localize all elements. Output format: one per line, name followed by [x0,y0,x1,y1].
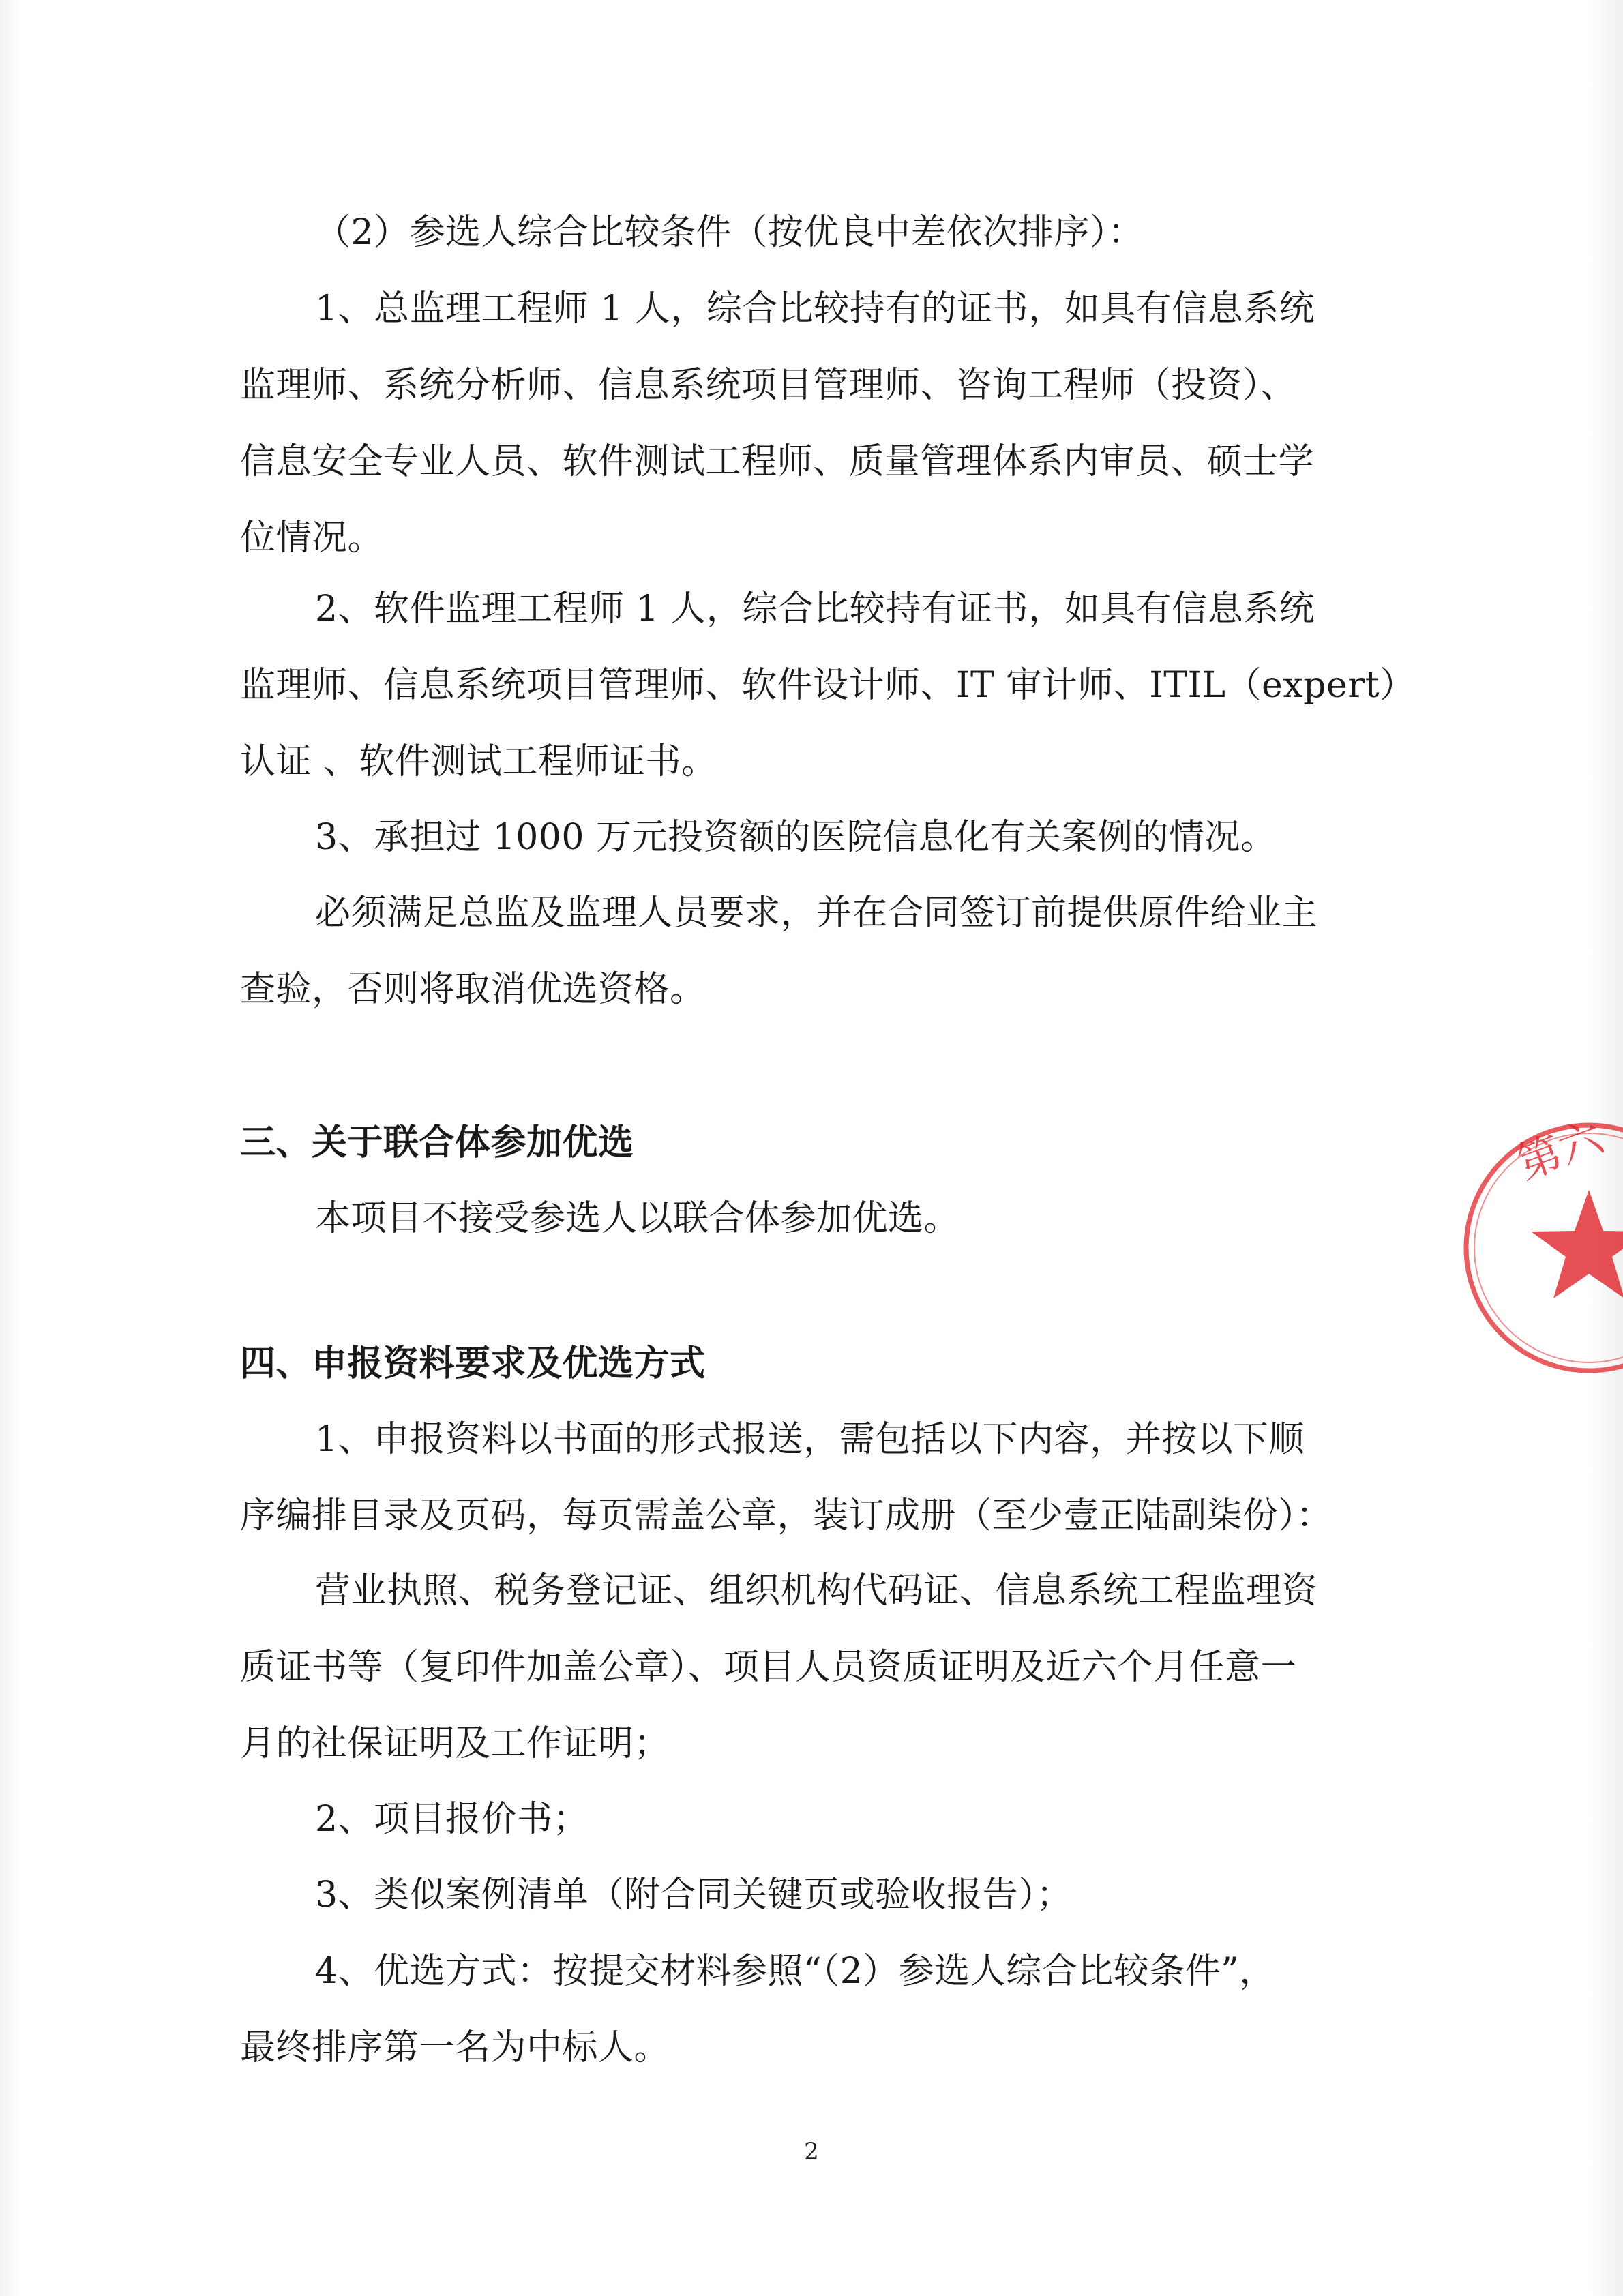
text-line: 3、类似案例清单（附合同关键页或验收报告）； [315,1875,1073,1915]
paragraph [240,271,1375,576]
text-line: 四、申报资料要求及优选方式 [240,1343,706,1384]
paragraph [240,1781,1375,1858]
text-line: 3、承担过 1000 万元投资额的医院信息化有关案例的情况。 [315,817,1277,858]
seal-star-icon [1531,1190,1623,1298]
paragraph [240,1933,1375,2086]
text-line: 2、项目报价书； [315,1799,589,1840]
text-line: （2）参选人综合比较条件（按优良中差依次排序）： [315,212,1144,253]
text-line: 序编排目录及页码，每页需盖公章，装订成册（至少壹正陆副柒份）： [240,1495,1332,1536]
red-seal-stamp [1446,1105,1623,1391]
page-number: 2 [804,2138,819,2165]
text-line: 营业执照、税务登记证、组织机构代码证、信息系统工程监理资 [315,1570,1318,1611]
paragraph [240,799,1375,876]
text-line: 认证 、软件测试工程师证书。 [240,741,717,782]
text-line: 月的社保证明及工作证明； [240,1723,670,1764]
text-line: 监理师、信息系统项目管理师、软件设计师、IT 审计师、ITIL（expert） [240,665,1416,706]
text-line: 质证书等（复印件加盖公章）、项目人员资质证明及近六个月任意一 [240,1647,1297,1688]
text-line: 1、申报资料以书面的形式报送，需包括以下内容，并按以下顺 [315,1419,1305,1460]
paragraph [240,194,1375,271]
text-line: 位情况。 [240,518,384,558]
paragraph [240,1553,1375,1782]
text-line: 本项目不接受参选人以联合体参加优选。 [315,1198,960,1239]
paragraph [240,875,1375,1028]
text-line: 三、关于联合体参加优选 [240,1122,634,1163]
paragraph [240,571,1416,800]
svg-text:第六: 第六 [1510,1112,1610,1190]
text-line: 查验，否则将取消优选资格。 [240,969,706,1010]
paragraph [240,1401,1375,1554]
paragraph [240,1857,1375,1933]
text-line: 最终排序第一名为中标人。 [240,2027,670,2068]
text-line: 1、总监理工程师 1 人，综合比较持有的证书，如具有信息系统 [315,288,1315,329]
text-line: 信息安全专业人员、软件测试工程师、质量管理体系内审员、硕士学 [240,441,1315,482]
section-heading [240,1326,1375,1402]
text-line: 监理师、系统分析师、信息系统项目管理师、咨询工程师（投资）、 [240,365,1297,406]
text-line: 4、优选方式：按提交材料参照“（2）参选人综合比较条件”， [315,1951,1275,1992]
section-heading [240,1105,1375,1181]
text-line: 必须满足总监及监理人员要求，并在合同签订前提供原件给业主 [315,893,1318,934]
text-line: 2、软件监理工程师 1 人，综合比较持有证书，如具有信息系统 [315,588,1315,629]
paragraph [240,1180,1375,1257]
